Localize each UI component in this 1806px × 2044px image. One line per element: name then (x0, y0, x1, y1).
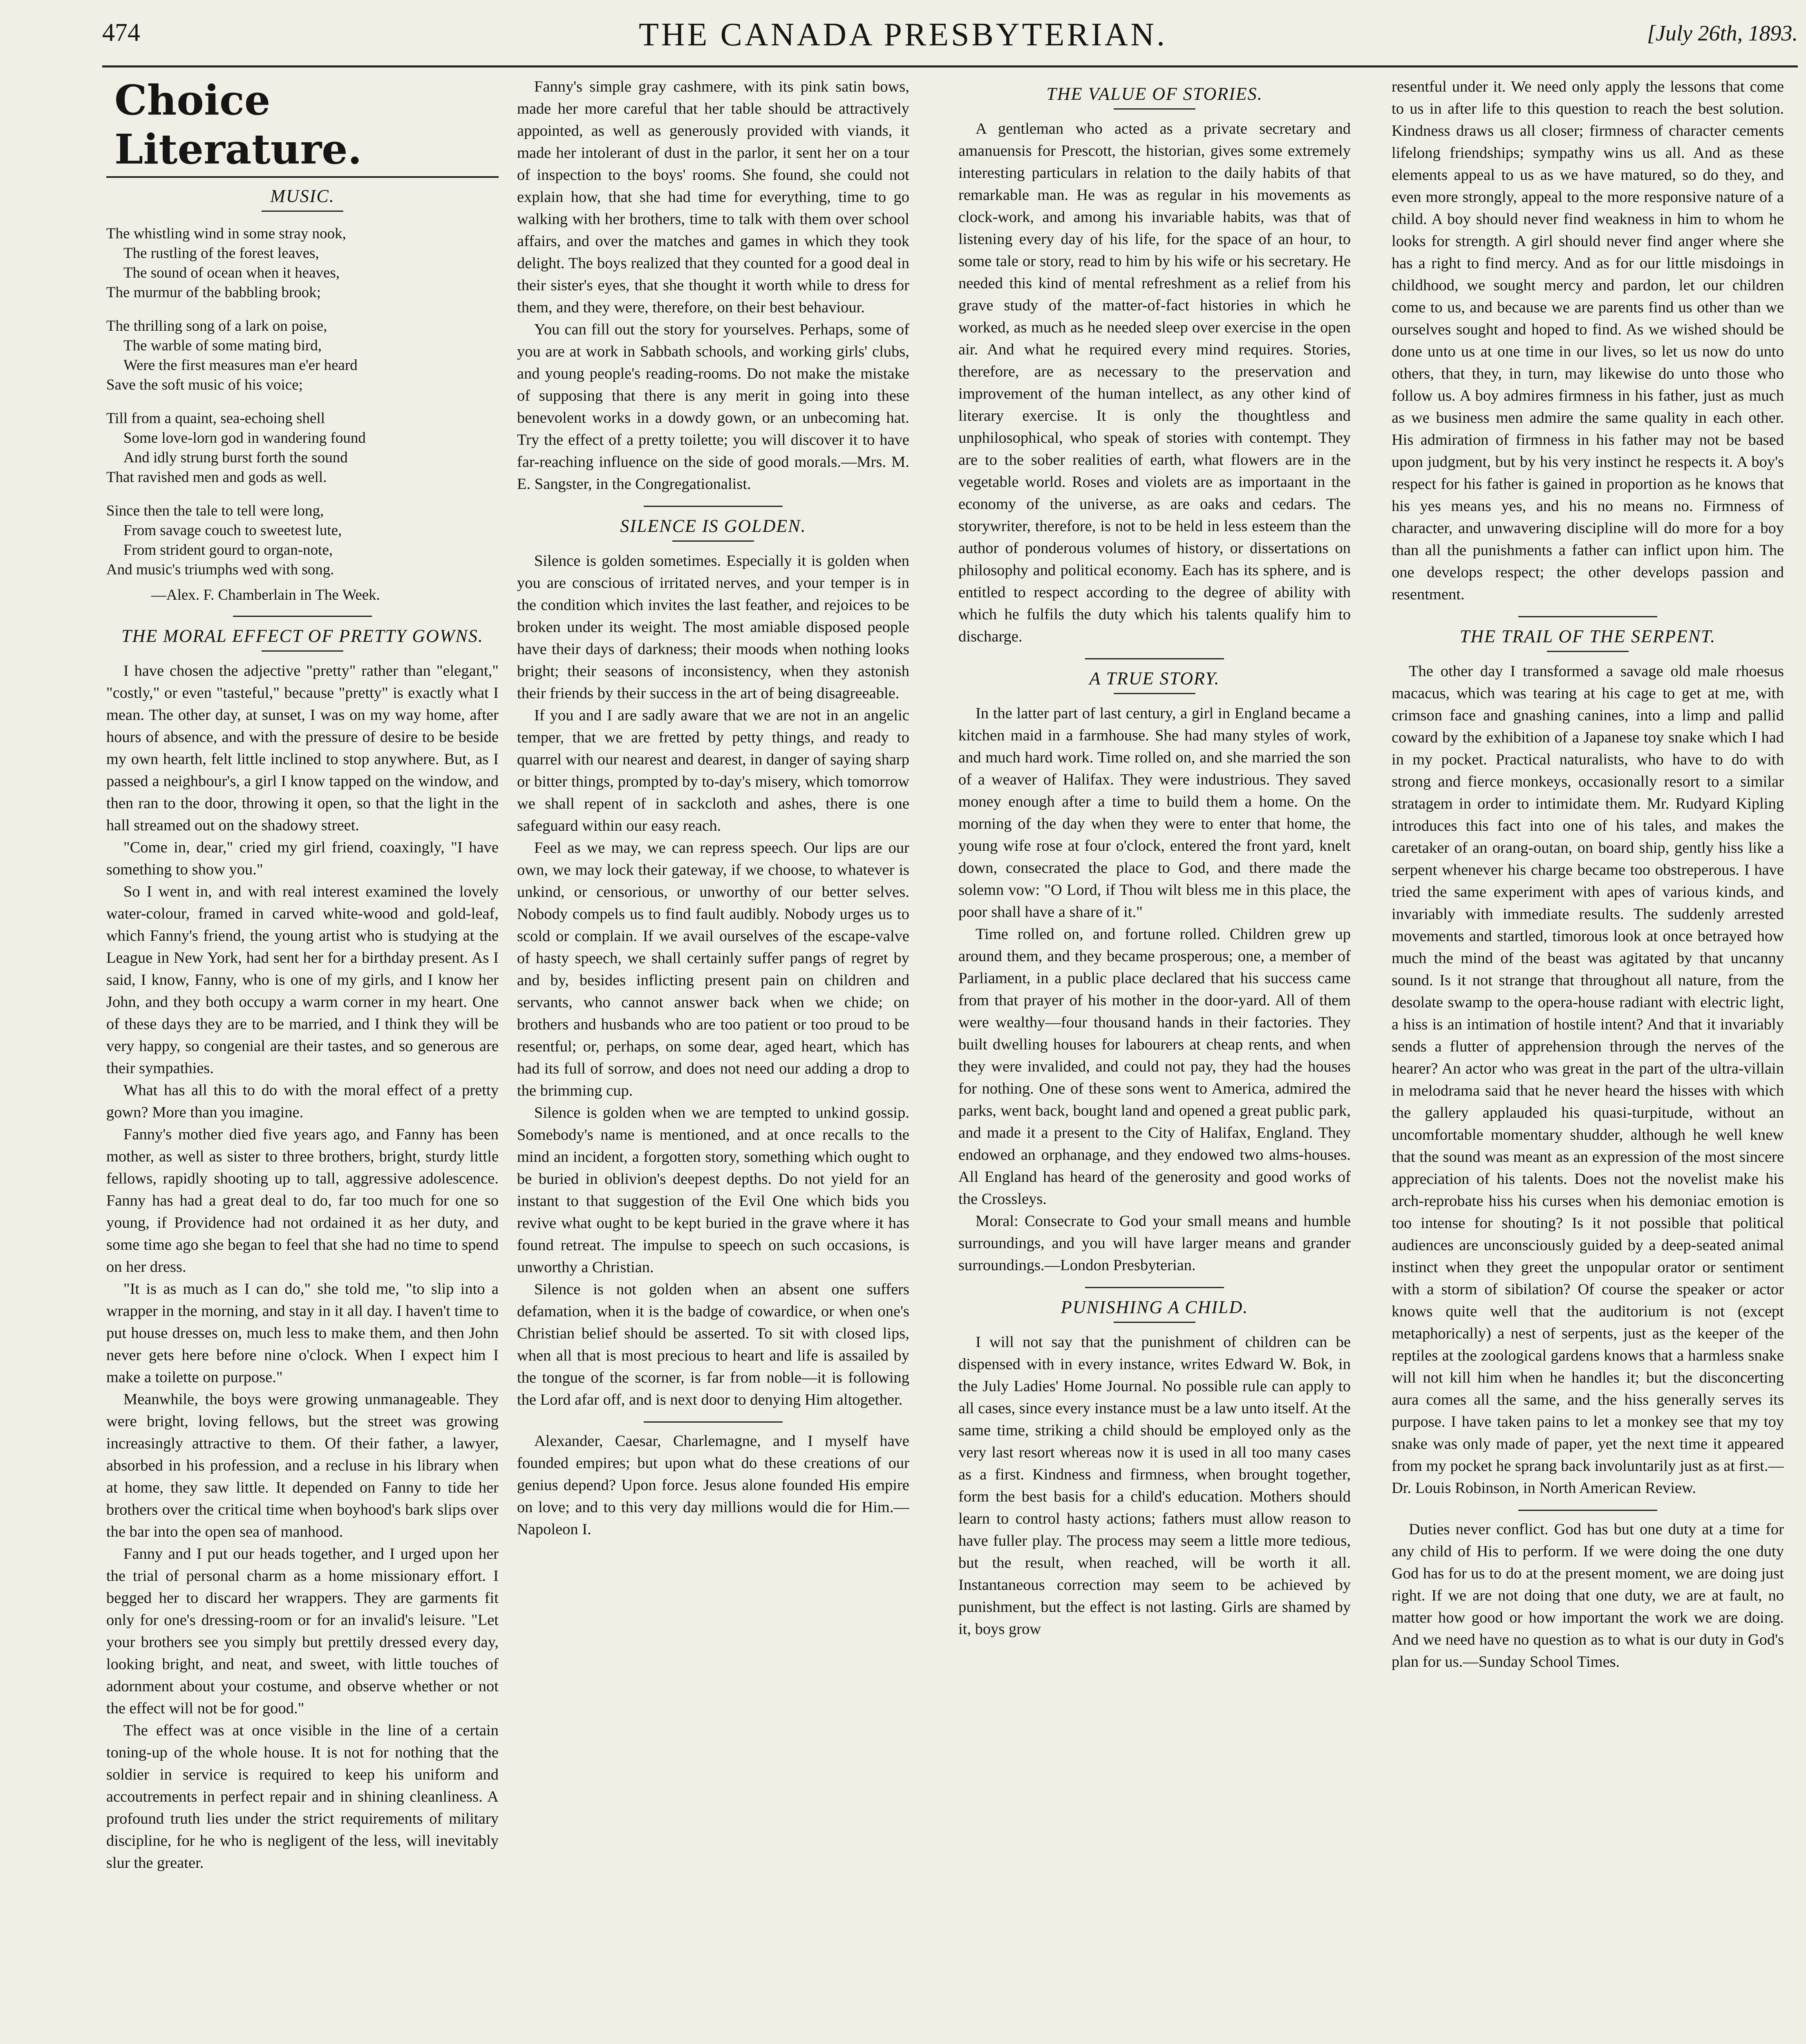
poem-stanza (106, 316, 499, 395)
article-paragraph-part-1: I will not say that the punishment of children can be dispensed with in every instance, writes Edward W. Bok, in the July Ladies' Home Journal. No possible rule can apply to all cases, since every instance must be a law unto itself. At the same time, striking a child should be employed only as the very last resort whereas now it is used in all too many cases as a first. Kindness and firmness, when brought together, form the best basis for a child's education. Mothers should learn to control hasty actions; fathers must allow reason to have fuller play. The process may seem a little more tedious, but the result, when reached, will be worth it all. Instantaneous correction may seem to be achieved by punishment, but the effect is not lasting. Girls are shamed by it, boys grow (958, 1334, 1351, 1638)
header-rule (102, 65, 1798, 67)
serpent-title: THE TRAIL OF THE SERPENT. (1459, 626, 1716, 646)
poem-line: The rustling of the forest leaves, (123, 245, 319, 262)
poem-line: The whistling wind in some stray nook, (106, 225, 346, 242)
section-separator (644, 1421, 783, 1423)
page-number: 474 (102, 19, 140, 47)
poem-line: From strident gourd to organ-note, (123, 542, 333, 558)
section-separator (233, 616, 372, 617)
poem-line: The thrilling song of a lark on poise, (106, 318, 327, 334)
poem-line: The warble of some mating bird, (123, 337, 322, 354)
section-separator (1518, 1510, 1657, 1511)
section-separator (644, 506, 783, 507)
music-poem (106, 224, 499, 605)
poem-line: From savage couch to sweetest lute, (123, 522, 342, 539)
article-paragraph: Silence is golden when we are tempted to unkind gossip. Somebody's name is mentioned, and at once recalls to the mind an incident, a forgotten story, something which ought to be buried in oblivion's deepest depths. Do not yield for an instant to that suggestion of the Evil One which bids you revive what ought to be kept buried in the grave where it has found retreat. The impulse to speech on such occasions, is unworthy a Christian. (517, 1104, 909, 1276)
article-paragraph: I have chosen the adjective "pretty" rather than "elegant," "costly," or even "tasteful," because "pretty" is exactly what I mean. The other day, at sunset, I was on my way home, after hours of absence, and with the pressure of desire to be beside my own hearth, felt little inclined to stop anywhere. But, as I passed a neighbour's, a girl I know tapped on the window, and then ran to the door, throwing it open, so that the light in the hall streamed out on the shadowy street. (106, 662, 499, 834)
punishing-title: PUNISHING A CHILD. (1061, 1297, 1249, 1317)
poem-line: Since then the tale to tell were long, (106, 502, 324, 519)
article-paragraph: Silence is not golden when an absent one suffers defamation, when it is the badge of cowardice, or when one's Christian belief should be asserted. To sit with closed lips, when all that is most precious to heart and life is assailed by the tongue of the scorner, is far from noble—it is following the Lord afar off, and is next door to denying Him altogether. (517, 1281, 909, 1408)
poem-attribution: —Alex. F. Chamberlain in The Week. (151, 587, 380, 603)
column-2 (517, 76, 909, 2044)
napoleon-quote: Alexander, Caesar, Charlemagne, and I myself have founded empires; but upon what do these creations of our genius depend? Upon force. Jesus alone founded His empire on love; and to this very day millions would die for Him.—Napoleon I. (517, 1432, 909, 1538)
article-paragraph: Fanny's simple gray cashmere, with its pink satin bows, made her more careful that her table should be attractively appointed, as well as generously provided with viands, it made her intolerant of dust in the parlor, it sent her on a tour of inspection to the boys' rooms. She found, she could not explain how, that she had time for everything, time to go walking with her brothers, time to talk with them over school affairs, and over the matches and games in which they took delight. The boys realized that they counted for a good deal in their sister's eyes, that she thought it worth while to dress for them, and they were, therefore, on their best behaviour. (517, 78, 909, 316)
true-story-title: A TRUE STORY. (1089, 668, 1220, 688)
poem-line: The sound of ocean when it heaves, (123, 264, 340, 281)
section-separator (1518, 616, 1657, 617)
article-paragraph: If you and I are sadly aware that we are not in an angelic temper, that we are fretted by petty things, and ready to quarrel with our nearest and dearest, in danger of saying sharp or bitter things, prompted by to-day's misery, which tomorrow we shall repent of in sackcloth and ashes, there is one safeguard within our easy reach. (517, 707, 909, 834)
poem-line: Were the first measures man e'er heard (123, 357, 358, 374)
title-rule (262, 650, 343, 652)
poem-stanza (106, 224, 499, 303)
poem-line: The murmur of the babbling brook; (106, 284, 321, 301)
column-4 (1392, 76, 1784, 2044)
article-paragraph: The effect was at once visible in the line of a certain toning-up of the whole house. It is not for nothing that the soldier in service is required to keep his uniform and accoutrements in perfect repair and in shining cleanliness. A profound truth lies under the strict requirements of military discipline, for he who is negligent of the less, will inevitably slur the greater. (106, 1722, 499, 1871)
journal-title: THE CANADA PRESBYTERIAN. (639, 17, 1167, 53)
page-header (0, 0, 1806, 61)
article-paragraph: Fanny's mother died five years ago, and Fanny has been mother, as well as sister to three brothers, bright, sturdy little fellows, rapidly shooting up to tall, aggressive adolescence. Fanny has had a great deal to do, far too much for one so young, if Providence had not ordained it as her duty, and some time ago she began to feel that she had no time to spend on her dress. (106, 1126, 499, 1275)
section-separator (1085, 658, 1224, 659)
poem-stanza (106, 409, 499, 487)
article-paragraph: What has all this to do with the moral effect of a pretty gown? More than you imagine. (106, 1082, 499, 1121)
article-paragraph: Fanny and I put our heads together, and I urged upon her the trial of personal charm as a home missionary effort. I begged her to discard her wrappers. They are garments fit only for one's dressing-room or for an invalid's leisure. "Let your brothers see you simply but prettily dressed every day, looking bright, and neat, and sweet, with little touches of adornment about your costume, and observe whether or not the effect will not be for good." (106, 1545, 499, 1717)
title-rule (1547, 651, 1629, 652)
poem-line: Some love-lorn god in wandering found (123, 430, 366, 446)
article-paragraph: "Come in, dear," cried my girl friend, coaxingly, "I have something to show you." (106, 839, 499, 878)
article-paragraph: A gentleman who acted as a private secretary and amanuensis for Prescott, the historian, gives some extremely interesting particulars in relation to the daily habits of that remarkable man. He was as regular in his movements as clock-work, and among his invariable habits, was that of listening every day of his life, for the space of an hour, to some tale or story, read to him by his wife or his secretary. He needed this kind of mental refreshment as a relief from his grave study of the matter-of-fact histories in which he worked, as much as he needed sleep over exercise in the open air. And what he required every mind requires. Stories, therefore, are as necessary to the preservation and improvement of the human intellect, as any other kind of literary exercise. It is only the thoughtless and unphilosophical, who speak of stories with contempt. They are to the sober realities of earth, what flowers are in the vegetable world. Roses and violets are as importaant in the economy of the universe, as are oaks and cedars. The storywriter, therefore, is not to be held in less esteem than the author of ponderous volumes of history, or dissertations on philosophy and political economy. Each has its sphere, and is entitled to respect according to the degree of ability with which he fulfils the duty which his talents qualify him to discharge. (958, 120, 1351, 645)
poem-line: Save the soft music of his voice; (106, 377, 303, 393)
title-rule (1114, 108, 1195, 110)
article-paragraph: Time rolled on, and fortune rolled. Children grew up around them, and they became prosperous; one, a member of Parliament, in a public place declared that his success came from that prayer of his mother in the door-yard. All of them were wealthy—four thousand hands in their factories. They built dwelling houses for labourers at cheap rents, and when they were invalided, and could not pay, they had the houses for nothing. One of these sons went to America, admired the parks, went back, bought land and opened a great public park, and made it a present to the City of Halifax, England. They endowed an orphanage, and they endowed two alms-houses. All England has heard of the generosity and good works of the Crossleys. (958, 926, 1351, 1208)
section-rule (106, 176, 499, 178)
article-paragraph: In the latter part of last century, a girl in England became a kitchen maid in a farmhouse. She had many styles of work, and much hard work. Time rolled on, and she married the son of a weaver of Halifax. They were industrious. They saved money enough after a time to build them a home. On the morning of the day when they were to enter that home, the young wife rose at four o'clock, entered the front yard, knelt down, consecrated the place to God, and there made the solemn vow: "O Lord, if Thou wilt bless me in this place, the poor shall have a share of it." (958, 705, 1351, 921)
issue-date: [July 26th, 1893. (1647, 21, 1798, 45)
title-rule (1114, 1322, 1195, 1323)
section-separator (1085, 1287, 1224, 1288)
section-heading: Choice Literature. (114, 76, 362, 173)
poem-line: And music's triumphs wed with song. (106, 561, 334, 578)
gowns-title: THE MORAL EFFECT OF PRETTY GOWNS. (121, 626, 483, 646)
poem-line: That ravished men and gods as well. (106, 469, 327, 486)
title-rule (672, 540, 754, 542)
column-1 (106, 76, 499, 2044)
silence-title: SILENCE IS GOLDEN. (620, 516, 806, 536)
poem-line: Till from a quaint, sea-echoing shell (106, 410, 325, 427)
poem-stanza (106, 501, 499, 580)
article-paragraph: Moral: Consecrate to God your small means and humble surroundings, and you will have larger means and grander surroundings.—London Presbyterian. (958, 1213, 1351, 1274)
article-paragraph-part-2: resentful under it. We need only apply the lessons that come to us in after life to this question to reach the best solution. Kindness draws us all closer; firmness of character cements lifelong friendships; sympathy wins us all. And as these elements appeal to us as we have matured, so do they, and even more strongly, appeal to the more responsive nature of a child. A boy should never find weakness in him to whom he looks for strength. A girl should never find anger where she has a right to find mercy. And as for our little misdoings in childhood, we sought mercy and pardon, let our children come to us, and because we are parents find us other than we ourselves sought and hoped to find. As we wished should be done unto us at one time in our lives, so let us now do unto others, that they, in turn, may likewise do unto those who follow us. A boy admires firmness in his father, just as much as we business men admire the same quality in each other. His admiration of firmness in his father may not be based upon judgment, but by his very instinct he respects it. A boy's respect for his father is gained in proportion as he knows that his yes means yes, and his no means no. Firmness of character, and unwavering discipline will do more for a boy than all the punishments a father can inflict upon him. The one develops respect; the other develops passion and resentment. (1392, 78, 1784, 603)
column-3 (958, 76, 1351, 2044)
article-paragraph: The other day I transformed a savage old male rhoesus macacus, which was tearing at his cage to get at me, with crimson face and gnashing canines, into a limp and pallid coward by the exhibition of a Japanese toy snake which I had in my pocket. Practical naturalists, who have to do with strong and fierce monkeys, occasionally resort to a similar stratagem in order to intimidate them. Mr. Rudyard Kipling introduces this fact into one of his tales, and makes the caretaker of an orang-outan, on board ship, gently hiss like a serpent whenever his charge became too obstreperous. I have tried the same experiment with apes of various kinds, and invariably with immediate results. The suddenly arrested movements and startled, timorous look at once betrayed how much the mind of the beast was agitated by that uncanny sound. Is it not strange that throughout all nature, from the desolate swamp to the opera-house radiant with electric light, a hiss is an intimation of hostile intent? And that it invariably sends a flutter of apprehension through the nerves of the hearer? An actor who was great in the part of the ultra-villain in melodrama said that he never heard the hisses with which the gallery applauded his quasi-turpitude, without an uncomfortable momentary shudder, although he well knew that the sound was meant as an expression of the most sincere appreciation of his talents. Does not the novelist make his arch-reprobate hiss his curses when his demoniac emotion is too intense for shouting? Is it not possible that political audiences are unconsciously guided by a deep-seated animal instinct when they greet the unpopular orator or sentiment with a storm of sibilation? Of course the speaker or actor knows quite well that the auditorium is not (except metaphorically) a nest of serpents, just as the keeper of the reptiles at the zoological gardens knows that a harmless snake will not kill him when he handles it; but the disconcerting aura comes all the same, and the hiss generally serves its purpose. I have taken pains to let a monkey see that my toy snake was only made of paper, yet the next time it appeared from my pocket he sprang back involuntarily just as at first.—Dr. Louis Robinson, in North American Review. (1392, 663, 1784, 1497)
article-paragraph: So I went in, and with real interest examined the lovely water-colour, framed in carved white-wood and gold-leaf, which Fanny's friend, the young artist who is studying at the League in New York, had sent her for a birthday present. As I said, I know, Fanny, who is one of my girls, and I know her John, and they both occupy a warm corner in my heart. One of these days they are to be married, and I think they will be very happy, so congenial are their tastes, and so generous are their sympathies. (106, 883, 499, 1077)
poem-line: And idly strung burst forth the sound (123, 449, 348, 466)
article-paragraph: Feel as we may, we can repress speech. Our lips are our own, we may lock their gateway, if we choose, to whatever is unkind, or censorious, or unworthy of our better selves. Nobody compels us to find fault audibly. Nobody urges us to scold or complain. If we avail ourselves of the escape-valve of hasty speech, we shall certainly suffer pangs of regret by and by, besides inflicting present pain on children and servants, who cannot answer back when we chide; on brothers and husbands who are too patient or too proud to be resentful; or, perhaps, on some dear, aged heart, which has had its full of sorrow, and does not need our adding a drop to the brimming cup. (517, 839, 909, 1099)
duties-paragraph: Duties never conflict. God has but one duty at a time for any child of His to perform. If we were doing the one duty God has for us to do at the present moment, we are doing just right. If we are not doing that one duty, we are at fault, no matter how good or how important the work we are doing. And we need have no question as to what is our duty in God's plan for us.—Sunday School Times. (1392, 1521, 1784, 1670)
title-rule (1114, 693, 1195, 694)
music-title: MUSIC. (270, 186, 335, 206)
article-paragraph: Meanwhile, the boys were growing unmanageable. They were bright, loving fellows, but the street was growing increasingly attractive to them. Of their father, a lawyer, absorbed in his profession, and a recluse in his library when at home, they saw little. It depended on Fanny to tide her brothers over the critical time when boyhood's bark slips over the bar into the open sea of manhood. (106, 1391, 499, 1540)
stories-title: THE VALUE OF STORIES. (1046, 84, 1263, 104)
title-rule (262, 211, 343, 212)
article-paragraph: "It is as much as I can do," she told me, "to slip into a wrapper in the morning, and stay in it all day. I haven't time to put house dresses on, much less to make them, and then John never gets here before nine o'clock. When I expect him I make a toilette on purpose." (106, 1280, 499, 1386)
article-paragraph: Silence is golden sometimes. Especially it is golden when you are conscious of irritated nerves, and your temper is in the condition which invites the last feather, and rejoices to be broken under its weight. The most amiable disposed people have their days of darkness; their moods when nothing looks bright; their seasons of inconsistency, when they astonish their friends by their success in the art of being disagreeable. (517, 552, 909, 702)
article-paragraph: You can fill out the story for yourselves. Perhaps, some of you are at work in Sabbath schools, and working girls' clubs, and young people's reading-rooms. Do not make the mistake of supposing that there is any merit in going into these benevolent works in a dowdy gown, or an unbecoming hat. Try the effect of a pretty toilette; you will discover it to have far-reaching influence on the side of good morals.—Mrs. M. E. Sangster, in the Congregationalist. (517, 321, 909, 493)
